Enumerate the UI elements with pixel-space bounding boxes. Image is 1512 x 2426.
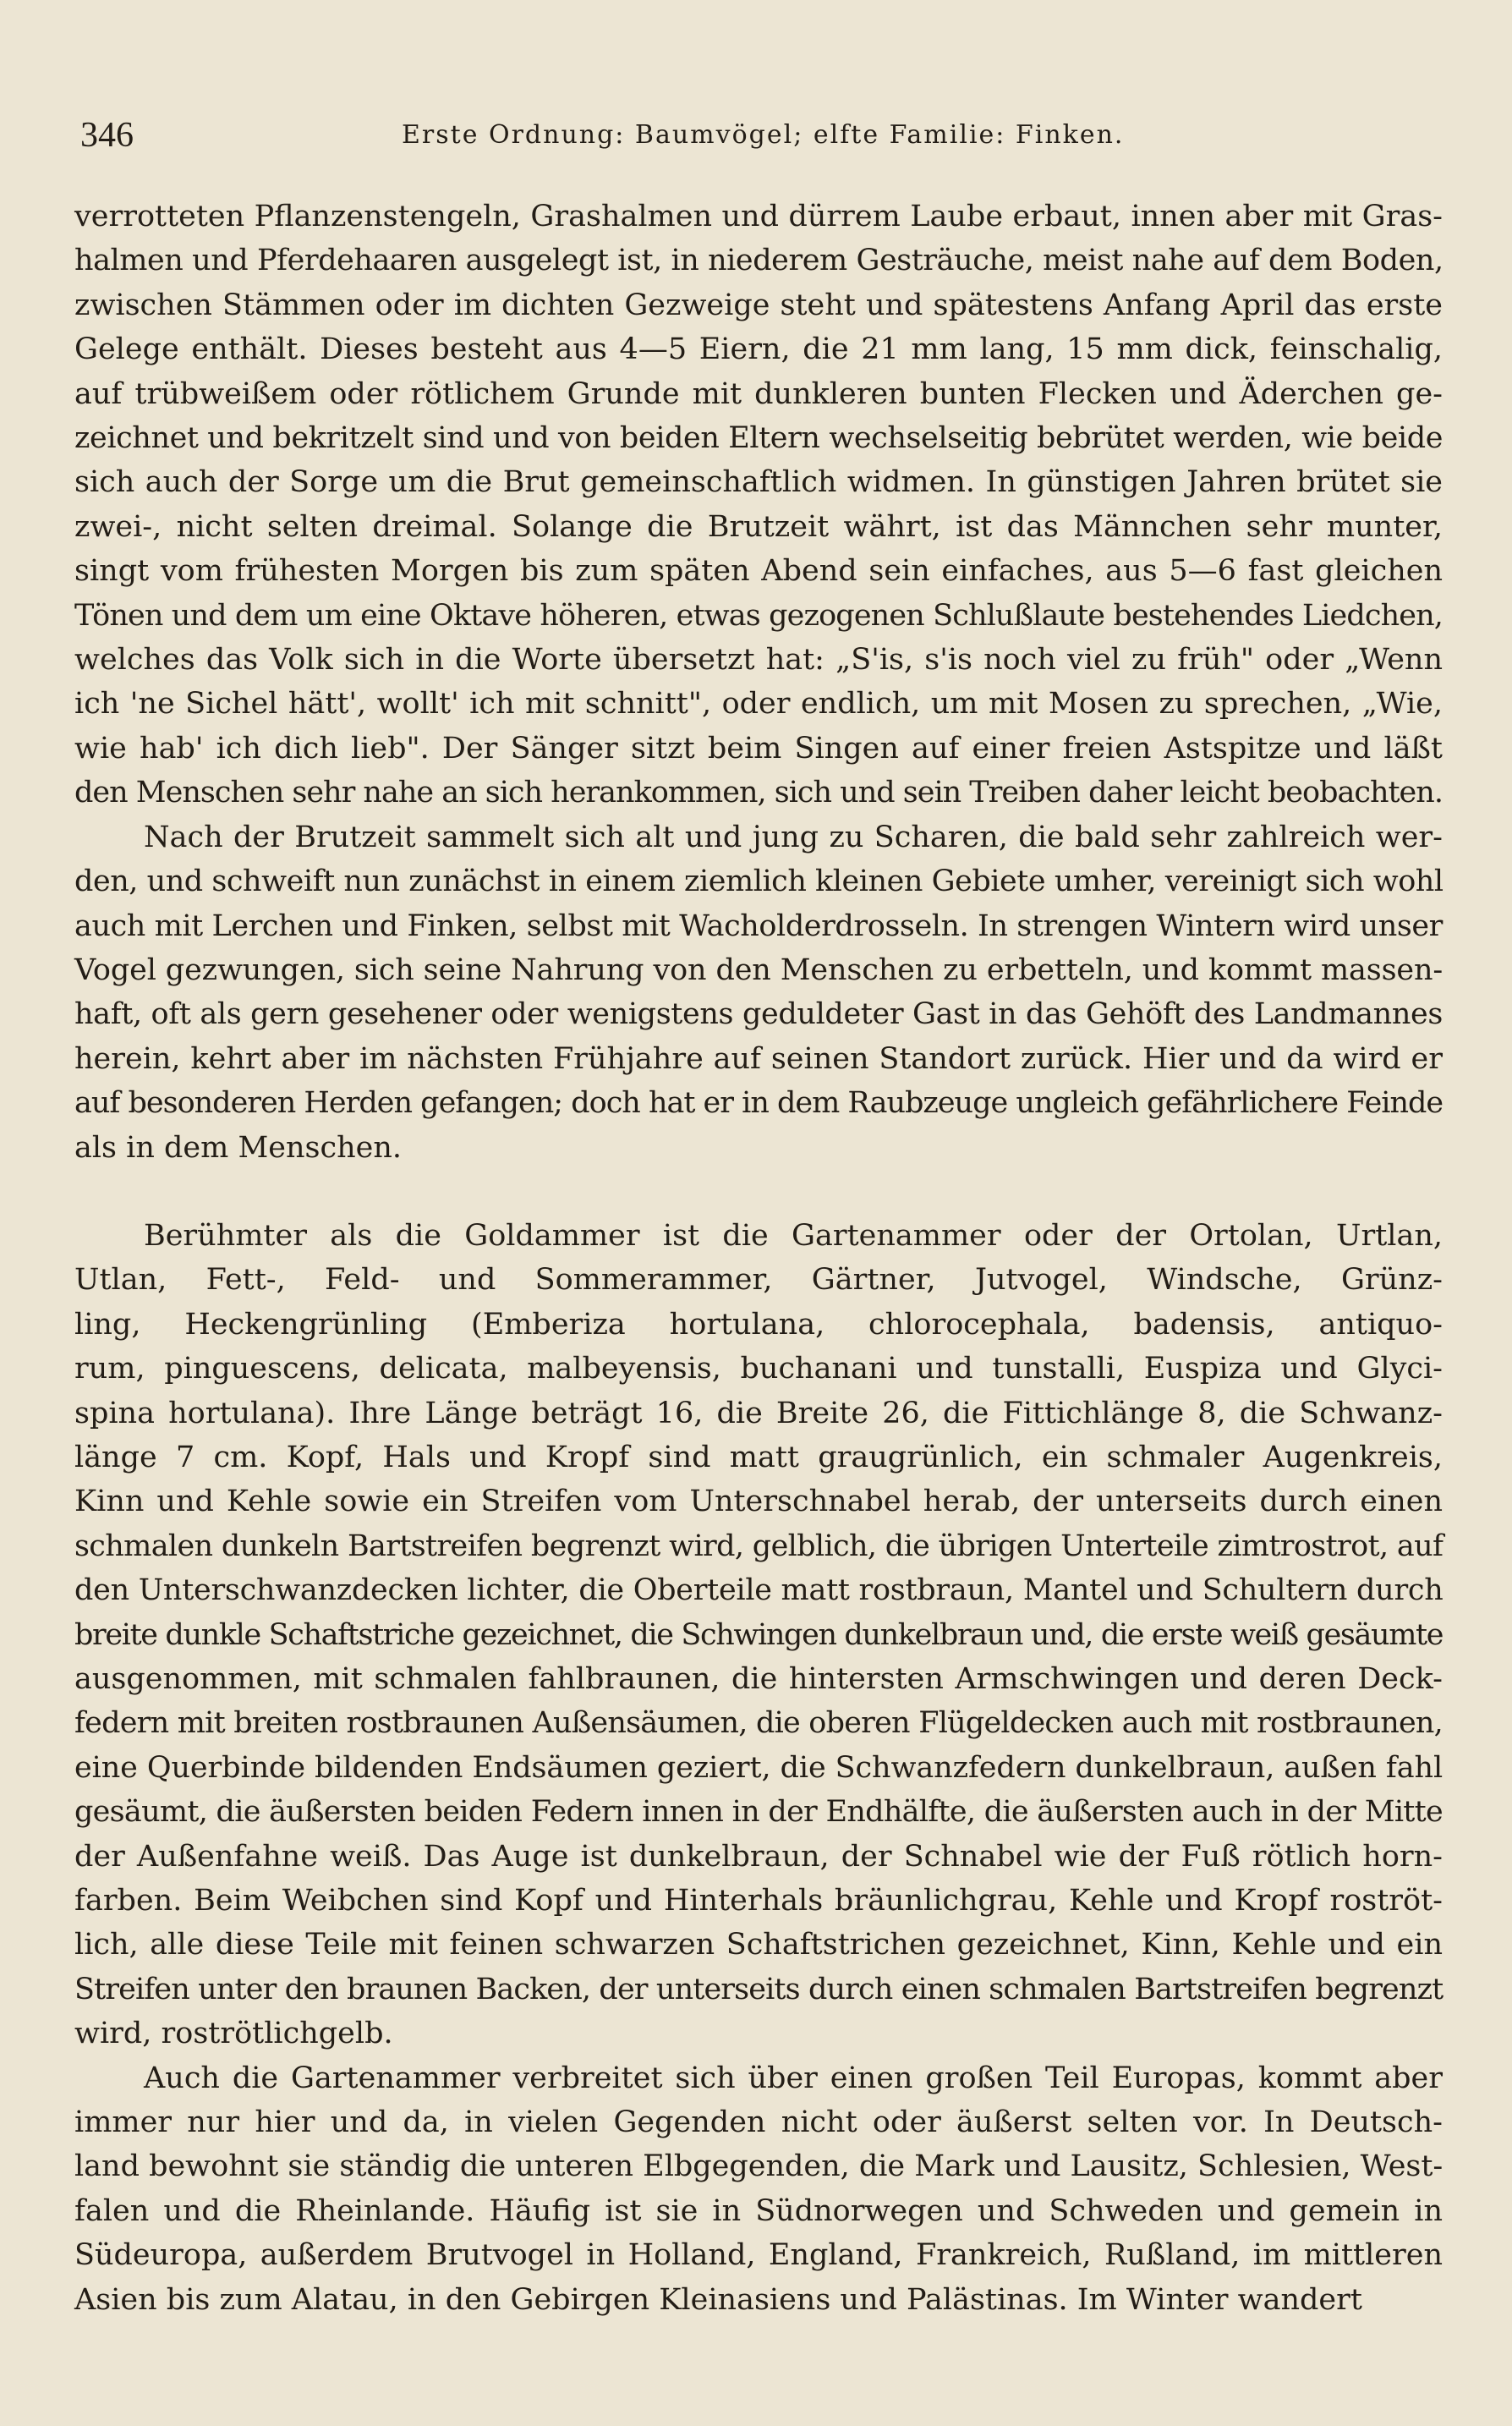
text-line: schmalen dunkeln Bartstreifen begrenzt wird, gelblich, die übrigen Unterteile zimtrostrot, auf <box>74 1529 1444 1563</box>
text-line: farben. Beim Weibchen sind Kopf und Hinterhals bräunlichgrau, Kehle und Kropf roströt- <box>74 1884 1443 1918</box>
section-gap <box>74 1170 1443 1214</box>
text-line: Vogel gezwungen, sich seine Nahrung von den Menschen zu erbetteln, und kommt massen- <box>74 952 1444 987</box>
page-number: 346 <box>80 116 134 155</box>
paragraph <box>74 195 1443 815</box>
paragraph <box>74 2056 1443 2322</box>
text-line: auch mit Lerchen und Finken, selbst mit Wacholderdrosseln. In strengen Wintern wird unser <box>74 908 1443 943</box>
text-line: Nach der Brutzeit sammelt sich alt und jung zu Scharen, die bald sehr zahlreich wer- <box>144 820 1443 854</box>
text-line: spina hortulana). Ihre Länge beträgt 16, die Breite 26, die Fittichlänge 8, die Schwanz- <box>74 1396 1443 1430</box>
text-line: singt vom frühesten Morgen bis zum späten Abend sein einfaches, aus 5—6 fast gleichen <box>74 554 1443 589</box>
text-line: breite dunkle Schaftstriche gezeichnet, die Schwingen dunkelbraun und, die erste weiß gesäumte <box>74 1617 1444 1652</box>
text-line: Gelege enthält. Dieses besteht aus 4—5 Eiern, die 21 mm lang, 15 mm dick, feinschalig, <box>74 332 1443 367</box>
text-line: welches das Volk sich in die Worte übersetzt hat: „S'is, s'is noch viel zu früh" oder „Wenn <box>74 643 1443 678</box>
paragraph <box>74 1214 1443 2056</box>
text-line: ling, Heckengrünling (Emberiza hortulana, chlorocephala, badensis, antiquo- <box>74 1307 1443 1342</box>
text-line: wie hab' ich dich lieb". Der Sänger sitzt beim Singen auf einer freien Astspitze und läßt <box>74 731 1443 766</box>
text-line: den Unterschwanzdecken lichter, die Oberteile matt rostbraun, Mantel und Schultern durch <box>74 1573 1444 1608</box>
text-line: auf trübweißem oder rötlichem Grunde mit dunkleren bunten Flecken und Äderchen ge- <box>74 376 1443 411</box>
text-line: Streifen unter den braunen Backen, der unterseits durch einen schmalen Bartstreifen begrenzt <box>74 1972 1444 2006</box>
text-line: ich 'ne Sichel hätt', wollt' ich mit schnitt", oder endlich, um mit Mosen zu sprechen, „Wie, <box>74 687 1443 722</box>
text-line: Asien bis zum Alatau, in den Gebirgen Kleinasiens und Palästinas. Im Winter wandert <box>74 2282 1362 2317</box>
text-line: herein, kehrt aber im nächsten Frühjahre auf seinen Standort zurück. Hier und da wird er <box>74 1041 1443 1076</box>
paragraph <box>74 815 1443 1170</box>
text-line: immer nur hier und da, in vielen Gegenden nicht oder äußerst selten vor. In Deutsch- <box>74 2105 1443 2140</box>
text-line: sich auch der Sorge um die Brut gemeinschaftlich widmen. In günstigen Jahren brütet sie <box>74 465 1443 500</box>
text-line: eine Querbinde bildenden Endsäumen geziert, die Schwanzfedern dunkelbraun, außen fahl <box>74 1750 1444 1785</box>
text-line: Utlan, Fett-, Feld- und Sommerammer, Gärtner, Jutvogel, Windsche, Grünz- <box>74 1263 1443 1298</box>
running-head: Erste Ordnung: Baumvögel; elfte Familie: Finken. <box>402 120 1125 150</box>
text-line: den, und schweift nun zunächst in einem ziemlich kleinen Gebiete umher, vereinigt sich wohl <box>74 864 1444 899</box>
text-line: verrotteten Pflanzenstengeln, Grashalmen und dürrem Laube erbaut, innen aber mit Gras- <box>74 200 1443 233</box>
text-line: zeichnet und bekritzelt sind und von beiden Eltern wechselseitig bebrütet werden, wie beide <box>74 421 1443 456</box>
text-line: halmen und Pferdehaaren ausgelegt ist, in niederem Gesträuche, meist nahe auf dem Boden, <box>74 244 1444 278</box>
text-line: Tönen und dem um eine Oktave höheren, etwas gezogenen Schlußlaute bestehendes Liedchen, <box>74 598 1444 633</box>
text-line: rum, pinguescens, delicata, malbeyensis, buchanani und tunstalli, Euspiza und Glyci- <box>74 1352 1443 1386</box>
text-line: gesäumt, die äußersten beiden Federn innen in der Endhälfte, die äußersten auch in der Mitte <box>74 1795 1443 1830</box>
text-line: als in dem Menschen. <box>74 1130 403 1165</box>
text-line: zwischen Stämmen oder im dichten Gezweige steht und spätestens Anfang April das erste <box>74 288 1443 322</box>
text-line: den Menschen sehr nahe an sich herankommen, sich und sein Treiben daher leicht beobachten. <box>74 776 1443 810</box>
text-line: der Außenfahne weiß. Das Auge ist dunkelbraun, der Schnabel wie der Fuß rötlich horn- <box>74 1839 1443 1874</box>
text-line: Auch die Gartenammer verbreitet sich über einen großen Teil Europas, kommt aber <box>144 2061 1443 2095</box>
text-line: Berühmter als die Goldammer ist die Gartenammer oder der Ortolan, Urtlan, <box>144 1218 1443 1253</box>
text-line: Kinn und Kehle sowie ein Streifen vom Unterschnabel herab, der unterseits durch einen <box>74 1485 1443 1519</box>
text-line: land bewohnt sie ständig die unteren Elbgegenden, die Mark und Lausitz, Schlesien, West- <box>74 2149 1444 2184</box>
text-line: ausgenommen, mit schmalen fahlbraunen, die hintersten Armschwingen und deren Deck- <box>74 1662 1443 1696</box>
text-line: haft, oft als gern gesehener oder wenigstens geduldeter Gast in das Gehöft des Landmannes <box>74 997 1443 1032</box>
body-text <box>74 195 1443 2322</box>
text-line: wird, roströtlichgelb. <box>74 2017 393 2051</box>
page-header <box>80 110 1433 161</box>
text-line: lich, alle diese Teile mit feinen schwarzen Schaftstrichen gezeichnet, Kinn, Kehle und ein <box>74 1928 1443 1962</box>
text-line: falen und die Rheinlande. Häufig ist sie in Südnorwegen und Schweden und gemein in <box>74 2193 1443 2228</box>
text-line: Südeuropa, außerdem Brutvogel in Holland, England, Frankreich, Rußland, im mittleren <box>74 2238 1443 2273</box>
text-line: länge 7 cm. Kopf, Hals und Kropf sind matt graugrünlich, ein schmaler Augenkreis, <box>74 1440 1443 1474</box>
text-line: federn mit breiten rostbraunen Außensäumen, die oberen Flügeldecken auch mit rostbraunen, <box>74 1706 1443 1741</box>
text-line: zwei-, nicht selten dreimal. Solange die Brutzeit währt, ist das Männchen sehr munter, <box>74 509 1443 544</box>
text-line: auf besonderen Herden gefangen; doch hat er in dem Raubzeuge ungleich gefährlichere Feinde <box>74 1086 1444 1121</box>
